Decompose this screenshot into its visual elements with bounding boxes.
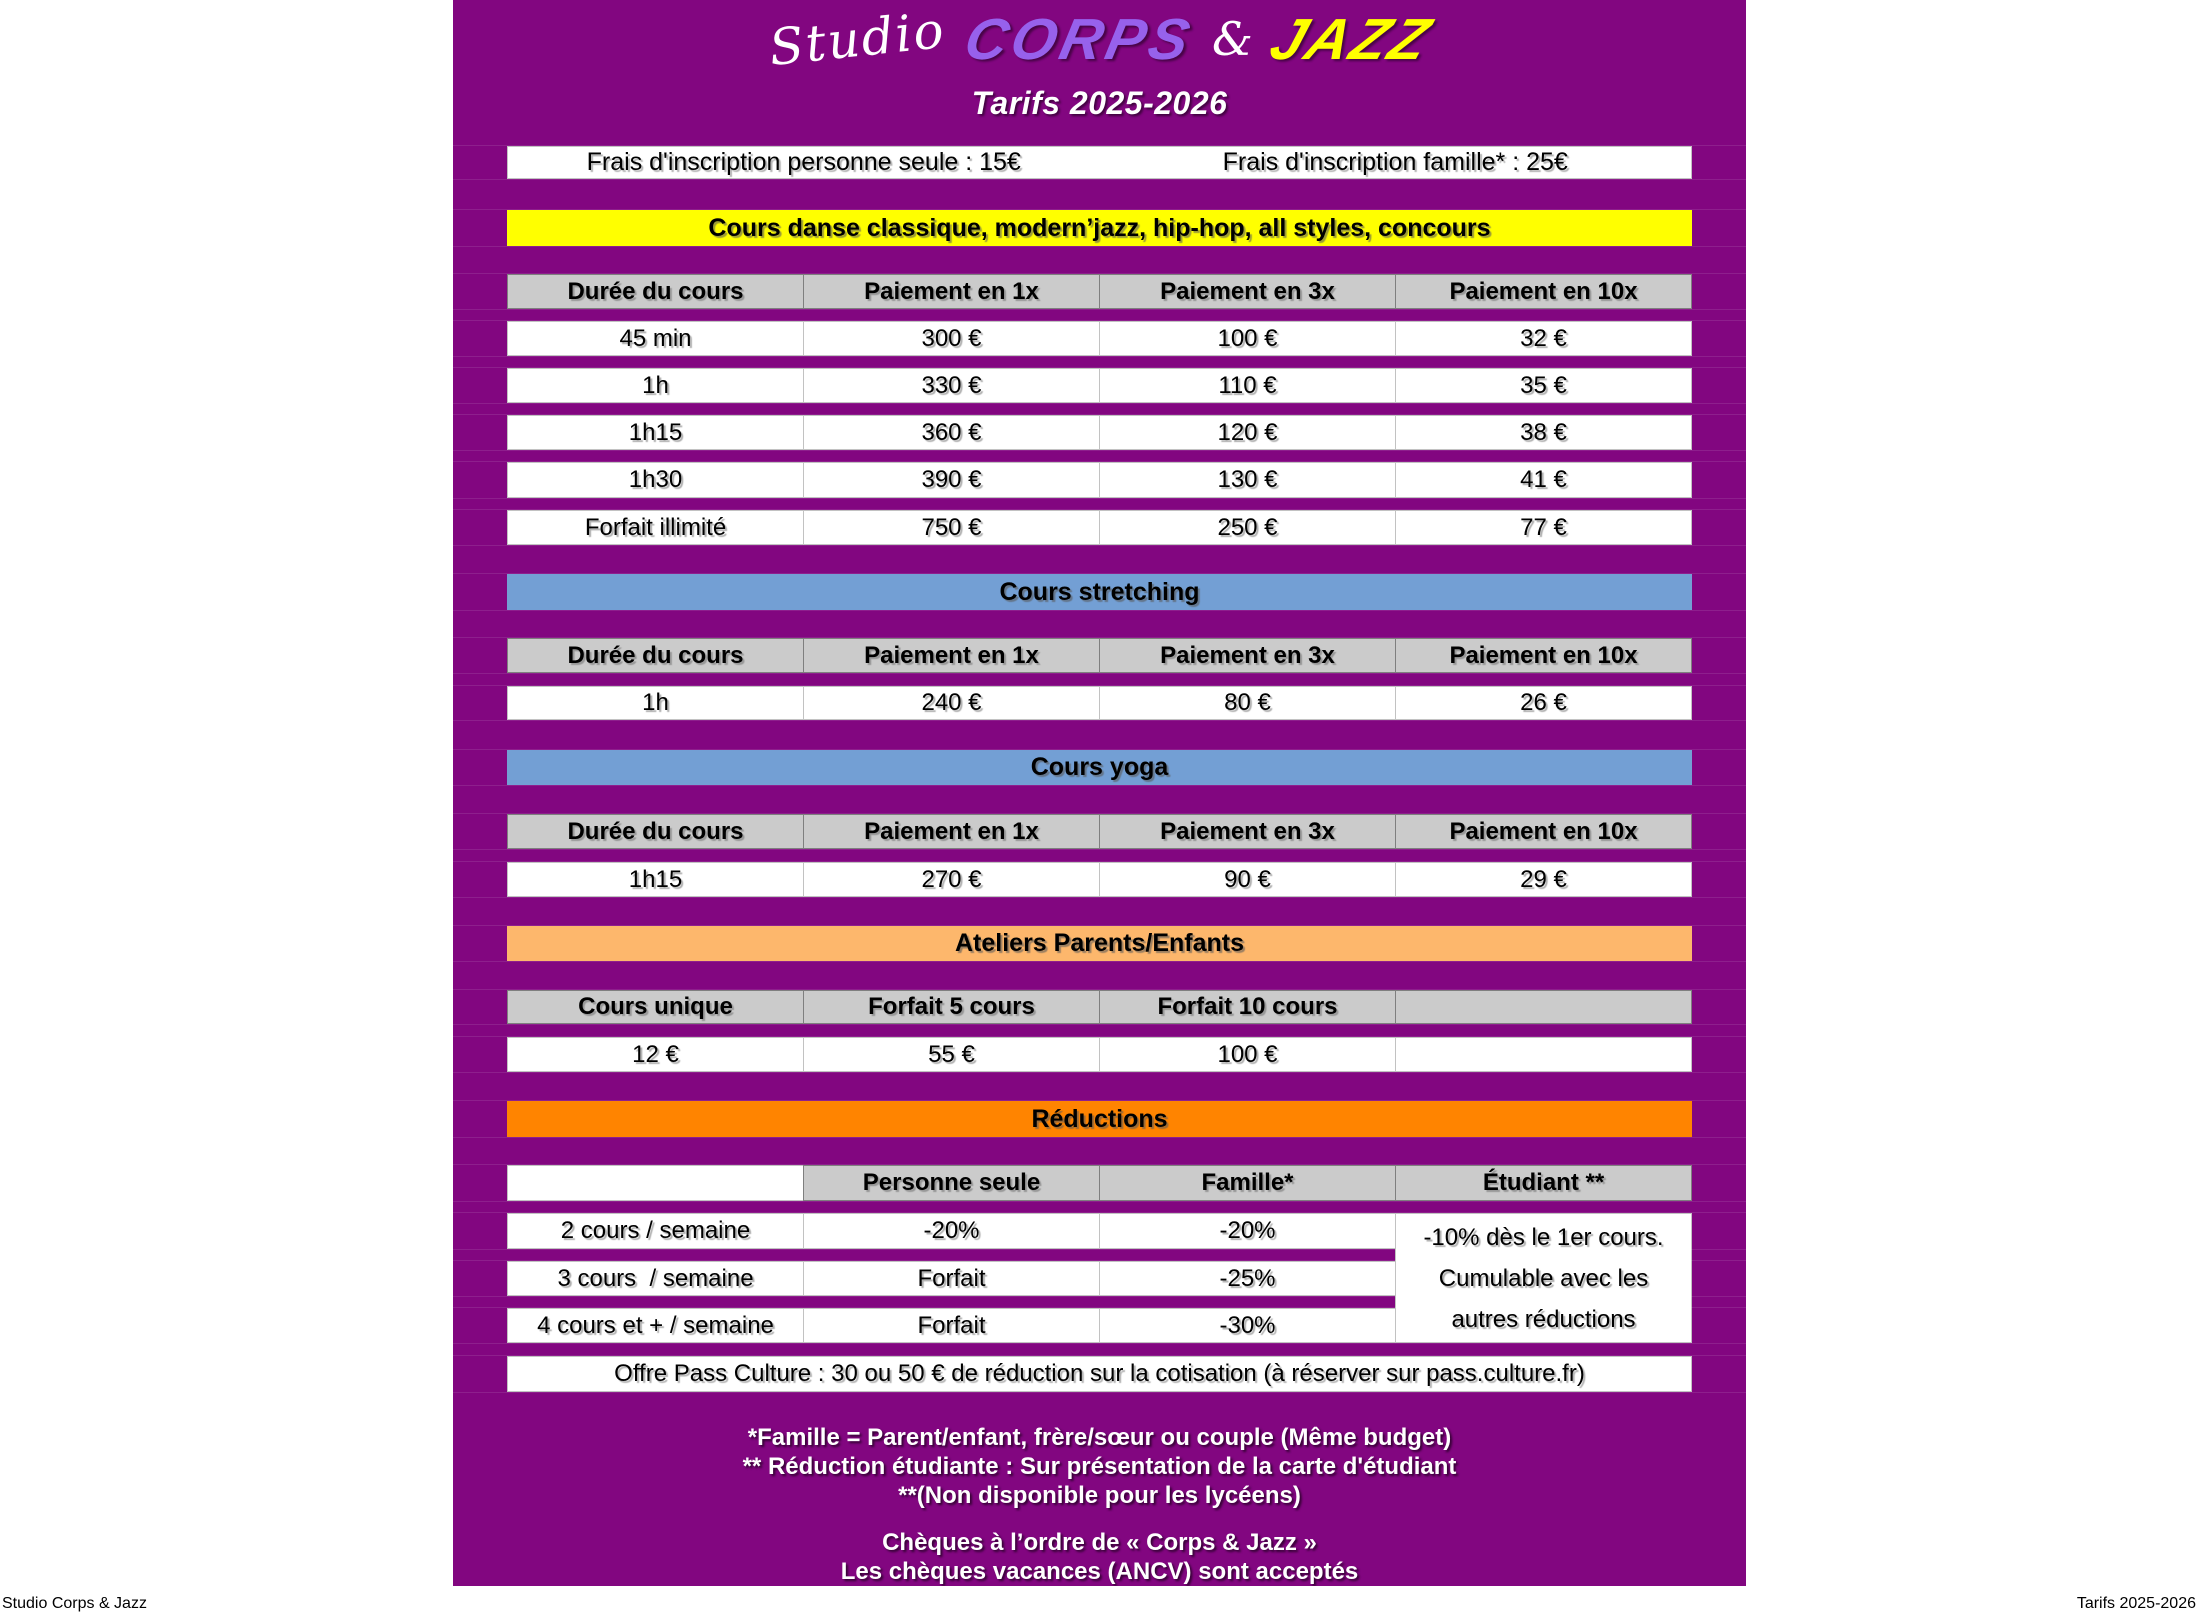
section-banner-stretching: Cours stretching (507, 574, 1692, 610)
column-header: Étudiant ** (1395, 1165, 1692, 1201)
table-row (507, 321, 1692, 356)
gridline (453, 610, 1746, 611)
gridline (453, 179, 1746, 180)
gridline (453, 720, 1746, 721)
footnote-line: ** Réduction étudiante : Sur présentation de la carte d'étudiant (742, 1453, 1457, 1480)
table-cell: 80 € (1099, 686, 1396, 720)
table-cell: 45 min (507, 321, 804, 356)
fee-single: Frais d'inscription personne seule : 15€ (586, 148, 1021, 176)
table-header-row (507, 274, 1692, 309)
table-cell: 330 € (803, 368, 1100, 403)
table-cell: Forfait illimité (507, 510, 804, 545)
student-discount-line: autres réductions (1451, 1305, 1636, 1333)
column-header: Forfait 10 cours (1099, 990, 1396, 1024)
table-row (507, 462, 1692, 498)
table-cell: -25% (1099, 1261, 1396, 1296)
table-header-row (507, 990, 1692, 1024)
gridline (453, 1137, 1746, 1138)
table-cell: 12 € (507, 1037, 804, 1072)
table-cell: 270 € (803, 862, 1100, 897)
gridline (453, 673, 1746, 674)
table-cell: 100 € (1099, 1037, 1396, 1072)
table-cell: 35 € (1395, 368, 1692, 403)
table-row (507, 415, 1692, 450)
footer-left: Studio Corps & Jazz (2, 1595, 147, 1612)
table-row (507, 686, 1692, 720)
gridline (453, 309, 1746, 310)
column-header-empty (1395, 990, 1692, 1024)
logo-ampersand: & (1211, 12, 1253, 66)
table-cell: 41 € (1395, 462, 1692, 498)
column-header: Paiement en 10x (1395, 274, 1692, 309)
payment-notes (507, 1528, 1692, 1586)
gridline (453, 1392, 1746, 1393)
gridline (453, 498, 1746, 499)
table-cell: 38 € (1395, 415, 1692, 450)
column-header: Paiement en 10x (1395, 638, 1692, 673)
gridline (453, 450, 1746, 451)
footnote-line: *Famille = Parent/enfant, frère/sœur ou couple (Même budget) (747, 1424, 1452, 1451)
gridline (453, 785, 1746, 786)
table-cell: 32 € (1395, 321, 1692, 356)
footnotes (507, 1423, 1692, 1510)
table-cell: -20% (1099, 1213, 1396, 1249)
table-cell: 1h (507, 368, 804, 403)
column-header: Personne seule (803, 1165, 1100, 1201)
column-header: Paiement en 1x (803, 274, 1100, 309)
gridline (453, 849, 1746, 850)
logo-studio-text: Studio (766, 0, 949, 78)
column-header: Durée du cours (507, 814, 804, 849)
table-cell-empty (1395, 1037, 1692, 1072)
inscription-fees-bar (507, 146, 1692, 179)
table-header-row (507, 638, 1692, 673)
column-header: Forfait 5 cours (803, 990, 1100, 1024)
student-discount-line: -10% dès le 1er cours. (1423, 1223, 1664, 1251)
payment-note-line: Les chèques vacances (ANCV) sont acceptés (840, 1558, 1359, 1585)
gridline (453, 1343, 1746, 1344)
table-cell: 240 € (803, 686, 1100, 720)
table-header-row (507, 814, 1692, 849)
column-header: Durée du cours (507, 274, 804, 309)
table-cell: -20% (803, 1213, 1100, 1249)
table-row (507, 368, 1692, 403)
table-row (507, 1213, 1396, 1249)
gridline (453, 246, 1746, 247)
column-header: Paiement en 3x (1099, 274, 1396, 309)
column-header: Famille* (1099, 1165, 1396, 1201)
column-header: Paiement en 10x (1395, 814, 1692, 849)
table-cell: Forfait (803, 1261, 1100, 1296)
table-cell: 250 € (1099, 510, 1396, 545)
column-header: Paiement en 3x (1099, 638, 1396, 673)
table-cell: 1h (507, 686, 804, 720)
gridline (453, 897, 1746, 898)
table-cell: 55 € (803, 1037, 1100, 1072)
table-cell: 4 cours et + / semaine (507, 1308, 804, 1343)
section-banner-danse: Cours danse classique, modern’jazz, hip-hop, all styles, concours (507, 210, 1692, 246)
table-cell: Forfait (803, 1308, 1100, 1343)
table-cell: 1h15 (507, 862, 804, 897)
pass-culture-text: Offre Pass Culture : 30 ou 50 € de réduction sur la cotisation (à réserver sur pass.culture.fr) (614, 1360, 1585, 1387)
gridline (453, 1201, 1746, 1202)
column-header: Cours unique (507, 990, 804, 1024)
column-header: Paiement en 1x (803, 638, 1100, 673)
column-header: Paiement en 3x (1099, 814, 1396, 849)
table-cell: 110 € (1099, 368, 1396, 403)
section-banner-reductions: Réductions (507, 1101, 1692, 1137)
gridline (453, 356, 1746, 357)
table-row (507, 1261, 1396, 1296)
table-cell: 1h15 (507, 415, 804, 450)
table-cell: 1h30 (507, 462, 804, 498)
footnote-line: **(Non disponible pour les lycéens) (898, 1482, 1301, 1509)
logo-corps-text: CORPS (958, 6, 1199, 72)
table-row (507, 1037, 1692, 1072)
gridline (453, 1072, 1746, 1073)
table-cell: 100 € (1099, 321, 1396, 356)
section-banner-ateliers: Ateliers Parents/Enfants (507, 926, 1692, 961)
table-row (507, 510, 1692, 545)
table-cell: 26 € (1395, 686, 1692, 720)
footer-right: Tarifs 2025-2026 (2076, 1595, 2196, 1612)
table-cell: 120 € (1099, 415, 1396, 450)
table-cell: 90 € (1099, 862, 1396, 897)
table-cell: 390 € (803, 462, 1100, 498)
table-cell: 300 € (803, 321, 1100, 356)
section-banner-yoga: Cours yoga (507, 750, 1692, 785)
student-discount-note (1395, 1213, 1692, 1343)
table-row (507, 1308, 1396, 1343)
table-cell: 77 € (1395, 510, 1692, 545)
fee-family: Frais d'inscription famille* : 25€ (1222, 148, 1568, 176)
table-cell: 2 cours / semaine (507, 1213, 804, 1249)
table-cell: 750 € (803, 510, 1100, 545)
table-cell: 130 € (1099, 462, 1396, 498)
gridline (453, 961, 1746, 962)
column-header: Durée du cours (507, 638, 804, 673)
tariff-sheet (453, 0, 1746, 1586)
payment-note-line: Chèques à l’ordre de « Corps & Jazz » (882, 1529, 1317, 1556)
pass-culture-bar (507, 1356, 1692, 1392)
table-header-row (507, 1165, 1692, 1201)
table-cell: -30% (1099, 1308, 1396, 1343)
table-cell: 3 cours / semaine (507, 1261, 804, 1296)
studio-logo (507, 0, 1692, 78)
gridline (453, 545, 1746, 546)
logo-jazz-text: JAZZ (1262, 6, 1441, 72)
column-header-empty (507, 1165, 804, 1201)
table-row (507, 862, 1692, 897)
column-header: Paiement en 1x (803, 814, 1100, 849)
table-cell: 360 € (803, 415, 1100, 450)
gridline (453, 403, 1746, 404)
table-cell: 29 € (1395, 862, 1692, 897)
student-discount-line: Cumulable avec les (1438, 1264, 1649, 1292)
gridline (453, 1024, 1746, 1025)
page-title: Tarifs 2025-2026 (971, 84, 1228, 121)
